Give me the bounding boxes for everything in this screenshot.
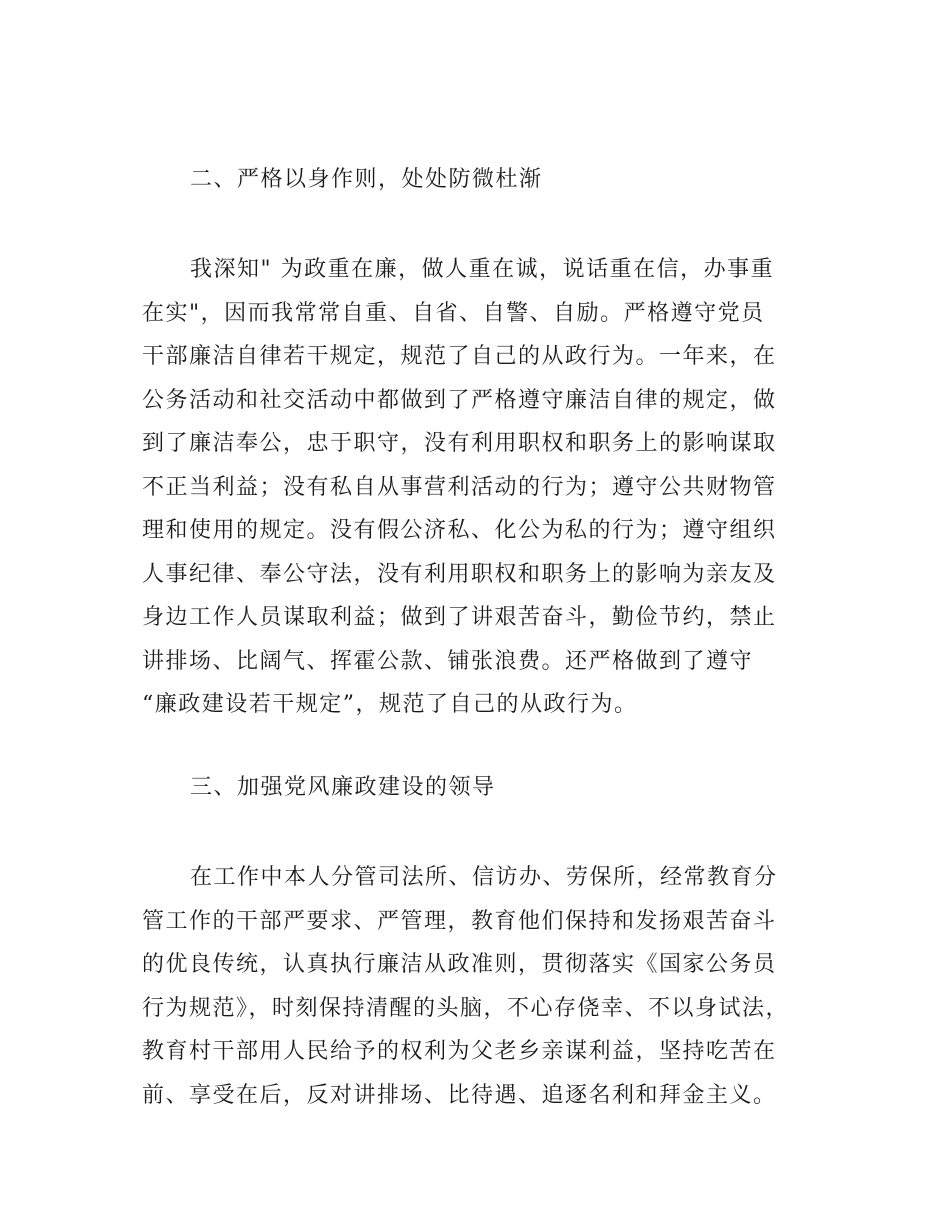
section-heading-2: 二、严格以身作则，处处防微杜渐 bbox=[190, 167, 543, 192]
paragraph-line: 在工作中本人分管司法所、信访办、劳保所，经常教育分 bbox=[190, 865, 778, 890]
paragraph-line: “廉政建设若干规定”，规范了自己的从政行为。 bbox=[142, 692, 638, 717]
paragraph-line: 前、享受在后，反对讲排场、比待遇、追逐名利和拜金主义。 bbox=[142, 1082, 777, 1108]
paragraph-line: 不正当利益；没有私自从事营利活动的行为；遵守公共财物管 bbox=[142, 474, 777, 500]
paragraph-line: 理和使用的规定。没有假公济私、化公为私的行为；遵守组织 bbox=[142, 518, 777, 543]
paragraph-line: 到了廉洁奉公，忠于职守，没有利用职权和职务上的影响谋取 bbox=[142, 431, 777, 456]
paragraph-line: 行为规范》，时刻保持清醒的头脑，不心存侥幸、不以身试法， bbox=[142, 995, 790, 1021]
paragraph-line: 身边工作人员谋取利益；做到了讲艰苦奋斗，勤俭节约，禁止 bbox=[142, 605, 777, 630]
paragraph-line: 的优良传统，认真执行廉洁从政准则，贯彻落实《国家公务员 bbox=[142, 952, 777, 977]
paragraph-line: 公务活动和社交活动中都做到了严格遵守廉洁自律的规定，做 bbox=[142, 387, 777, 413]
paragraph-line: 人事纪律、奉公守法，没有利用职权和职务上的影响为亲友及 bbox=[142, 561, 777, 587]
paragraph-line: 讲排场、比阔气、挥霍公款、铺张浪费。还严格做到了遵守 bbox=[142, 648, 754, 674]
section-heading-3: 三、加强党风廉政建设的领导 bbox=[190, 775, 496, 800]
paragraph-line: 我深知" 为政重在廉，做人重在诚，说话重在信，办事重 bbox=[190, 257, 775, 282]
paragraph-line: 在实"，因而我常常自重、自省、自警、自励。严格遵守党员 bbox=[142, 300, 765, 326]
paragraph-line: 教育村干部用人民给予的权利为父老乡亲谋利益，坚持吃苦在 bbox=[142, 1039, 777, 1064]
section-paragraph-2 bbox=[142, 248, 822, 727]
section-paragraph-3 bbox=[142, 856, 822, 1117]
paragraph-line: 管工作的干部严要求、严管理，教育他们保持和发扬艰苦奋斗 bbox=[142, 908, 777, 934]
paragraph-line: 干部廉洁自律若干规定，规范了自己的从政行为。一年来，在 bbox=[142, 344, 777, 369]
